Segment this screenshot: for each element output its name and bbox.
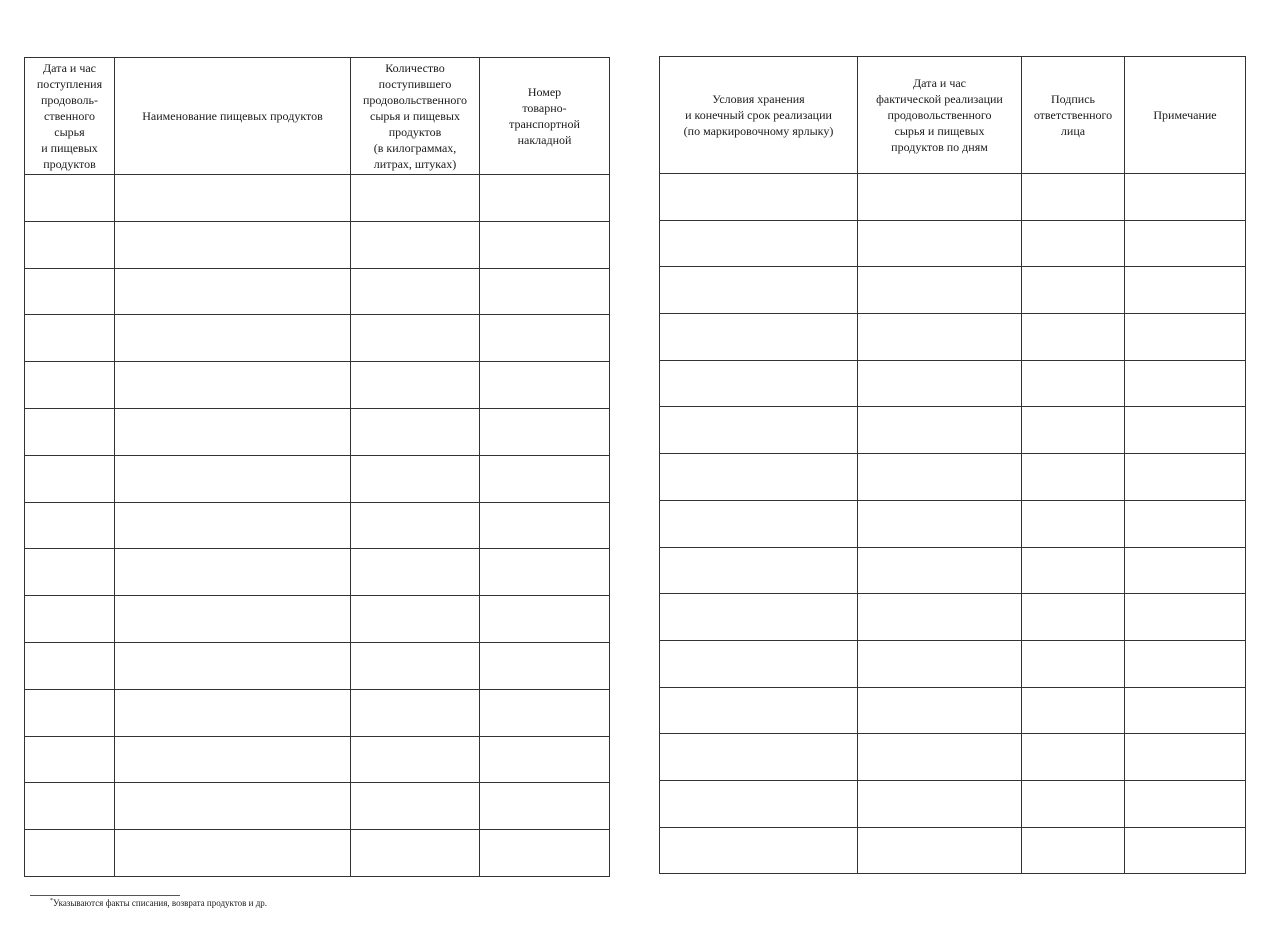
entry-cell-responsible-signature[interactable] — [1022, 827, 1125, 874]
column-header-line: ственного — [44, 109, 95, 123]
entry-cell-actual-sale-datetime[interactable] — [858, 687, 1022, 734]
entry-cell-waybill-number[interactable] — [480, 783, 610, 830]
entry-cell-storage-conditions[interactable] — [660, 594, 858, 641]
column-header-received-datetime — [25, 58, 115, 175]
entry-cell-note[interactable] — [1125, 220, 1246, 267]
entry-cell-product-name[interactable] — [115, 221, 351, 268]
entry-cell-received-datetime[interactable] — [25, 830, 115, 877]
entry-cell-responsible-signature[interactable] — [1022, 267, 1125, 314]
entry-cell-received-datetime[interactable] — [25, 596, 115, 643]
column-header-line: транспортной — [509, 117, 580, 131]
entry-cell-quantity[interactable] — [351, 642, 480, 689]
entry-cell-quantity[interactable] — [351, 408, 480, 455]
column-header-line: продуктов — [388, 125, 442, 139]
footnote-separator — [30, 895, 180, 896]
column-header-line: сырья и пищевых — [894, 124, 985, 138]
table-row — [660, 500, 1246, 547]
column-header-line: Подпись — [1050, 92, 1096, 106]
entry-cell-waybill-number[interactable] — [480, 315, 610, 362]
entry-cell-actual-sale-datetime[interactable] — [858, 174, 1022, 221]
table-row — [660, 407, 1246, 454]
column-header-note — [1125, 57, 1246, 174]
entry-cell-actual-sale-datetime[interactable] — [858, 594, 1022, 641]
table-row — [25, 175, 610, 222]
table-row — [660, 220, 1246, 267]
entry-cell-responsible-signature[interactable] — [1022, 594, 1125, 641]
entry-cell-product-name[interactable] — [115, 783, 351, 830]
table-row — [25, 596, 610, 643]
column-header-line: Дата и час — [42, 61, 97, 75]
table-row — [660, 594, 1246, 641]
right-log-table — [659, 56, 1246, 874]
entry-cell-note[interactable] — [1125, 454, 1246, 501]
column-header-line: поступившего — [378, 77, 452, 91]
entry-cell-actual-sale-datetime[interactable] — [858, 314, 1022, 361]
column-header-line: Условия хранения — [712, 92, 805, 106]
entry-cell-quantity[interactable] — [351, 736, 480, 783]
entry-cell-waybill-number[interactable] — [480, 175, 610, 222]
entry-cell-waybill-number[interactable] — [480, 408, 610, 455]
entry-cell-actual-sale-datetime[interactable] — [858, 267, 1022, 314]
column-header-line: сырья — [54, 125, 85, 139]
table-row — [660, 547, 1246, 594]
entry-cell-responsible-signature[interactable] — [1022, 500, 1125, 547]
entry-cell-actual-sale-datetime[interactable] — [858, 780, 1022, 827]
column-header-product-name — [115, 58, 351, 175]
column-header-line: Наименование пищевых продуктов — [142, 109, 323, 123]
entry-cell-received-datetime[interactable] — [25, 455, 115, 502]
entry-cell-waybill-number[interactable] — [480, 455, 610, 502]
entry-cell-actual-sale-datetime[interactable] — [858, 500, 1022, 547]
column-header-line: продуктов — [43, 157, 96, 171]
column-header-responsible-signature — [1022, 57, 1125, 174]
entry-cell-note[interactable] — [1125, 594, 1246, 641]
header-row — [660, 57, 1246, 174]
entry-cell-waybill-number[interactable] — [480, 362, 610, 409]
table-row — [25, 502, 610, 549]
entry-cell-product-name[interactable] — [115, 268, 351, 315]
entry-cell-waybill-number[interactable] — [480, 549, 610, 596]
entry-cell-quantity[interactable] — [351, 362, 480, 409]
entry-cell-note[interactable] — [1125, 174, 1246, 221]
table-row — [25, 221, 610, 268]
entry-cell-waybill-number[interactable] — [480, 221, 610, 268]
column-header-line: товарно- — [522, 101, 567, 115]
column-header-line: сырья и пищевых — [370, 109, 460, 123]
entry-cell-note[interactable] — [1125, 500, 1246, 547]
entry-cell-quantity[interactable] — [351, 783, 480, 830]
entry-cell-note[interactable] — [1125, 827, 1246, 874]
entry-cell-storage-conditions[interactable] — [660, 220, 858, 267]
entry-cell-waybill-number[interactable] — [480, 268, 610, 315]
left-table-header — [25, 58, 610, 175]
table-row — [660, 780, 1246, 827]
column-header-line: и конечный срок реализации — [685, 108, 832, 122]
entry-cell-received-datetime[interactable] — [25, 736, 115, 783]
entry-cell-storage-conditions[interactable] — [660, 640, 858, 687]
footnote — [50, 897, 267, 909]
column-header-line: продоволь- — [40, 93, 99, 107]
table-row — [25, 268, 610, 315]
entry-cell-quantity[interactable] — [351, 502, 480, 549]
entry-cell-quantity[interactable] — [351, 455, 480, 502]
entry-cell-actual-sale-datetime[interactable] — [858, 640, 1022, 687]
entry-cell-storage-conditions[interactable] — [660, 174, 858, 221]
entry-cell-storage-conditions[interactable] — [660, 780, 858, 827]
entry-cell-received-datetime[interactable] — [25, 783, 115, 830]
entry-cell-note[interactable] — [1125, 640, 1246, 687]
table-row — [660, 174, 1246, 221]
entry-cell-storage-conditions[interactable] — [660, 827, 858, 874]
entry-cell-product-name[interactable] — [115, 736, 351, 783]
entry-cell-product-name[interactable] — [115, 175, 351, 222]
table-row — [25, 830, 610, 877]
table-row — [660, 687, 1246, 734]
entry-cell-responsible-signature[interactable] — [1022, 174, 1125, 221]
entry-cell-waybill-number[interactable] — [480, 689, 610, 736]
entry-cell-actual-sale-datetime[interactable] — [858, 454, 1022, 501]
entry-cell-storage-conditions[interactable] — [660, 454, 858, 501]
entry-cell-actual-sale-datetime[interactable] — [858, 360, 1022, 407]
entry-cell-note[interactable] — [1125, 407, 1246, 454]
column-header-waybill-number — [480, 58, 610, 175]
column-header-line: фактической реализации — [876, 92, 1003, 106]
column-header-line: накладной — [517, 133, 572, 147]
table-row — [660, 734, 1246, 781]
entry-cell-actual-sale-datetime[interactable] — [858, 220, 1022, 267]
entry-cell-note[interactable] — [1125, 267, 1246, 314]
column-header-line: поступления — [36, 77, 103, 91]
table-row — [660, 314, 1246, 361]
entry-cell-quantity[interactable] — [351, 268, 480, 315]
column-header-line: Количество — [385, 61, 445, 75]
entry-cell-responsible-signature[interactable] — [1022, 407, 1125, 454]
entry-cell-actual-sale-datetime[interactable] — [858, 547, 1022, 594]
left-table-body — [25, 175, 610, 877]
entry-cell-product-name[interactable] — [115, 689, 351, 736]
entry-cell-product-name[interactable] — [115, 362, 351, 409]
table-row — [25, 549, 610, 596]
entry-cell-note[interactable] — [1125, 360, 1246, 407]
table-row — [660, 640, 1246, 687]
entry-cell-storage-conditions[interactable] — [660, 314, 858, 361]
entry-cell-actual-sale-datetime[interactable] — [858, 407, 1022, 454]
entry-cell-waybill-number[interactable] — [480, 596, 610, 643]
entry-cell-received-datetime[interactable] — [25, 549, 115, 596]
column-header-line: продовольственного — [362, 93, 468, 107]
entry-cell-note[interactable] — [1125, 687, 1246, 734]
left-log-table — [24, 57, 610, 877]
column-header-storage-conditions — [660, 57, 858, 174]
entry-cell-waybill-number[interactable] — [480, 642, 610, 689]
entry-cell-responsible-signature[interactable] — [1022, 454, 1125, 501]
entry-cell-product-name[interactable] — [115, 642, 351, 689]
footnote-mark: * — [50, 898, 53, 904]
table-row — [25, 315, 610, 362]
entry-cell-received-datetime[interactable] — [25, 315, 115, 362]
right-table-body — [660, 174, 1246, 874]
entry-cell-quantity[interactable] — [351, 315, 480, 362]
column-header-line: ответственного — [1033, 108, 1113, 122]
entry-cell-responsible-signature[interactable] — [1022, 360, 1125, 407]
entry-cell-storage-conditions[interactable] — [660, 687, 858, 734]
entry-cell-product-name[interactable] — [115, 549, 351, 596]
column-header-actual-sale-datetime — [858, 57, 1022, 174]
column-header-line: литрах, штуках) — [373, 157, 457, 171]
entry-cell-storage-conditions[interactable] — [660, 360, 858, 407]
entry-cell-product-name[interactable] — [115, 455, 351, 502]
footnote-text: Указываются факты списания, возврата продуктов и др. — [53, 898, 268, 908]
entry-cell-waybill-number[interactable] — [480, 736, 610, 783]
header-row — [25, 58, 610, 175]
entry-cell-responsible-signature[interactable] — [1022, 220, 1125, 267]
table-row — [660, 360, 1246, 407]
entry-cell-storage-conditions[interactable] — [660, 500, 858, 547]
table-row — [25, 642, 610, 689]
entry-cell-responsible-signature[interactable] — [1022, 734, 1125, 781]
entry-cell-waybill-number[interactable] — [480, 830, 610, 877]
entry-cell-storage-conditions[interactable] — [660, 407, 858, 454]
table-row — [25, 783, 610, 830]
entry-cell-product-name[interactable] — [115, 596, 351, 643]
entry-cell-received-datetime[interactable] — [25, 408, 115, 455]
table-row — [660, 267, 1246, 314]
column-header-line: продовольственного — [887, 108, 992, 122]
right-table-header — [660, 57, 1246, 174]
entry-cell-received-datetime[interactable] — [25, 502, 115, 549]
entry-cell-actual-sale-datetime[interactable] — [858, 734, 1022, 781]
column-header-line: Примечание — [1153, 108, 1217, 122]
column-header-line: и пищевых — [41, 141, 98, 155]
entry-cell-responsible-signature[interactable] — [1022, 687, 1125, 734]
entry-cell-product-name[interactable] — [115, 315, 351, 362]
entry-cell-storage-conditions[interactable] — [660, 734, 858, 781]
entry-cell-product-name[interactable] — [115, 408, 351, 455]
entry-cell-actual-sale-datetime[interactable] — [858, 827, 1022, 874]
entry-cell-received-datetime[interactable] — [25, 689, 115, 736]
column-header-line: (по маркировочному ярлыку) — [683, 124, 834, 138]
column-header-quantity — [351, 58, 480, 175]
entry-cell-storage-conditions[interactable] — [660, 547, 858, 594]
entry-cell-note[interactable] — [1125, 734, 1246, 781]
column-header-line: (в килограммах, — [373, 141, 457, 155]
table-row — [25, 408, 610, 455]
table-row — [25, 362, 610, 409]
entry-cell-quantity[interactable] — [351, 830, 480, 877]
entry-cell-quantity[interactable] — [351, 549, 480, 596]
entry-cell-responsible-signature[interactable] — [1022, 780, 1125, 827]
entry-cell-note[interactable] — [1125, 780, 1246, 827]
entry-cell-quantity[interactable] — [351, 175, 480, 222]
entry-cell-note[interactable] — [1125, 314, 1246, 361]
entry-cell-received-datetime[interactable] — [25, 362, 115, 409]
column-header-line: Дата и час — [912, 76, 967, 90]
entry-cell-product-name[interactable] — [115, 830, 351, 877]
entry-cell-responsible-signature[interactable] — [1022, 314, 1125, 361]
entry-cell-note[interactable] — [1125, 547, 1246, 594]
entry-cell-received-datetime[interactable] — [25, 642, 115, 689]
table-row — [660, 454, 1246, 501]
column-header-line: продуктов по дням — [891, 140, 988, 154]
entry-cell-product-name[interactable] — [115, 502, 351, 549]
column-header-line: Номер — [527, 85, 562, 99]
entry-cell-waybill-number[interactable] — [480, 502, 610, 549]
entry-cell-storage-conditions[interactable] — [660, 267, 858, 314]
table-row — [25, 689, 610, 736]
table-row — [25, 455, 610, 502]
table-row — [660, 827, 1246, 874]
entry-cell-received-datetime[interactable] — [25, 221, 115, 268]
entry-cell-responsible-signature[interactable] — [1022, 547, 1125, 594]
column-header-line: лица — [1060, 124, 1086, 138]
entry-cell-received-datetime[interactable] — [25, 268, 115, 315]
table-row — [25, 736, 610, 783]
entry-cell-responsible-signature[interactable] — [1022, 640, 1125, 687]
entry-cell-received-datetime[interactable] — [25, 175, 115, 222]
entry-cell-quantity[interactable] — [351, 689, 480, 736]
entry-cell-quantity[interactable] — [351, 221, 480, 268]
entry-cell-quantity[interactable] — [351, 596, 480, 643]
